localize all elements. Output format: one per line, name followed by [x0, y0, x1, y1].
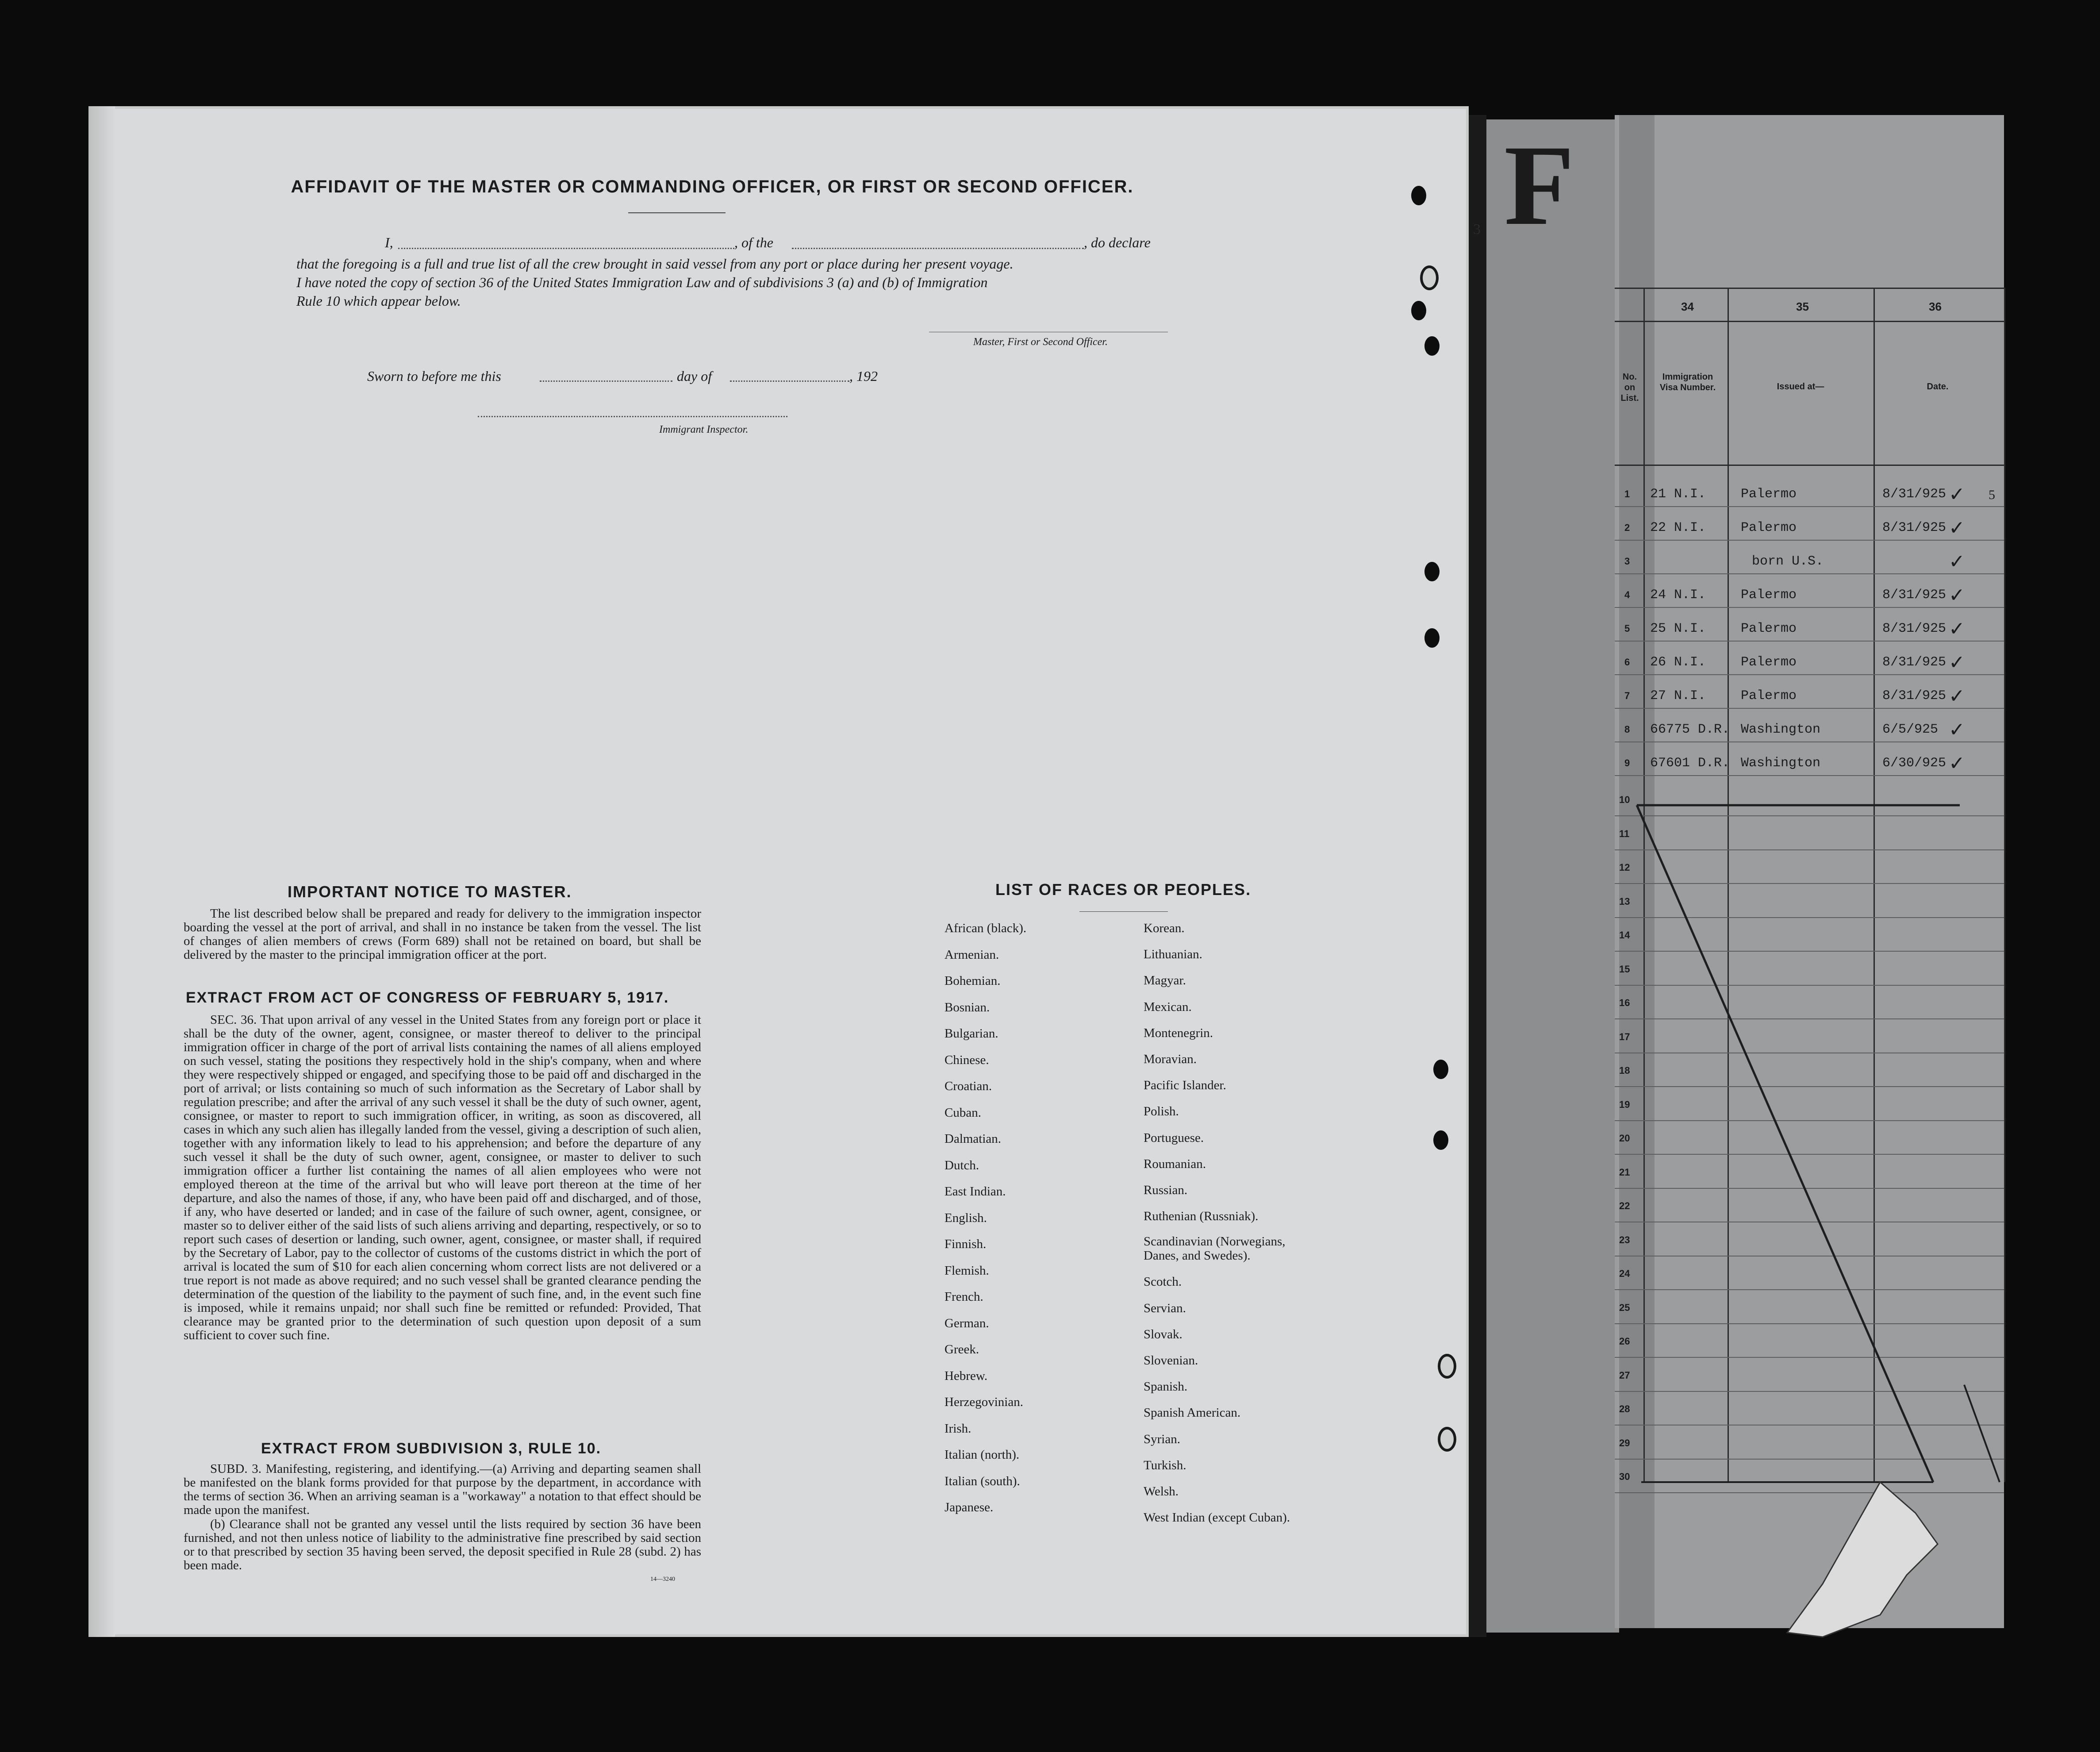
- row-number: 4: [1624, 589, 1630, 600]
- race-item: Greek.: [944, 1342, 979, 1356]
- race-item: Servian.: [1144, 1301, 1186, 1315]
- affidavit-line4: Rule 10 which appear below.: [296, 293, 461, 309]
- tab-letter: F: [1504, 122, 1574, 249]
- row-number: 22: [1619, 1200, 1630, 1211]
- form-number: 14—3240: [650, 1576, 675, 1583]
- sworn-text: Sworn to before me this: [367, 368, 501, 384]
- row-number: 10: [1619, 794, 1630, 805]
- row-number: 2: [1624, 522, 1630, 533]
- date-cell: 6/30/925: [1882, 756, 1946, 771]
- date-cell: 6/5/925: [1882, 722, 1939, 737]
- row-number: 13: [1619, 895, 1630, 907]
- race-item: Japanese.: [944, 1500, 994, 1514]
- date-cell: 8/31/925: [1882, 655, 1946, 670]
- row-number: 30: [1619, 1471, 1630, 1482]
- visa-number-cell: 25 N.I.: [1650, 621, 1706, 636]
- check-mark: ✓: [1949, 752, 1965, 775]
- row-number: 27: [1619, 1369, 1630, 1381]
- date-cell: 8/31/925: [1882, 487, 1946, 502]
- issued-at-cell: Palermo: [1741, 487, 1797, 502]
- row-number: 3: [1624, 556, 1630, 567]
- row-number: 11: [1619, 828, 1630, 839]
- affidavit-title: AFFIDAVIT OF THE MASTER OR COMMANDING OFFICER, OR FIRST OR SECOND OFFICER.: [291, 177, 1134, 196]
- notice-body: The list described below shall be prepared and ready for delivery to the immigration inspector boarding the vessel at the port of arrival, and shall in no instance be taken from the vessel. The list of changes of alien members of crews (Form 689) shall not be retained on board, but shall be delivered by the master to the principal immigration officer at the port.: [184, 907, 701, 962]
- race-item: Montenegrin.: [1144, 1026, 1213, 1040]
- year-text: , 192: [849, 368, 878, 384]
- row-number: 5: [1624, 623, 1630, 634]
- row-number: 16: [1619, 997, 1630, 1008]
- affidavit-declare: , do declare: [1084, 234, 1151, 250]
- row-number: 20: [1619, 1133, 1630, 1144]
- race-item: Danes, and Swedes).: [1144, 1249, 1251, 1263]
- race-item: Mexican.: [1144, 999, 1192, 1014]
- visa-number-cell: 66775 D.R.: [1650, 722, 1730, 737]
- race-item: West Indian (except Cuban).: [1144, 1510, 1290, 1525]
- visa-number-cell: 24 N.I.: [1650, 588, 1706, 603]
- race-item: Scotch.: [1144, 1275, 1182, 1289]
- issued-at-cell: Palermo: [1741, 688, 1797, 703]
- race-item: Slovak.: [1144, 1327, 1182, 1341]
- signature-caption: Master, First or Second Officer.: [973, 336, 1108, 348]
- issued-at-cell: Washington: [1741, 756, 1821, 771]
- inspector-caption: Immigrant Inspector.: [659, 424, 749, 435]
- race-item: Chinese.: [944, 1053, 989, 1067]
- race-item: Italian (south).: [944, 1474, 1020, 1488]
- race-item: Flemish.: [944, 1263, 989, 1278]
- issued-at-cell: Palermo: [1741, 588, 1797, 603]
- row-number: 17: [1619, 1031, 1630, 1042]
- row-number: 18: [1619, 1065, 1630, 1076]
- race-item: Cuban.: [944, 1105, 981, 1120]
- check-mark: ✓: [1949, 685, 1965, 707]
- check-mark: ✓: [1949, 517, 1965, 539]
- race-item: East Indian.: [944, 1184, 1006, 1199]
- race-item: Finnish.: [944, 1237, 987, 1251]
- void-side-line: [1964, 1385, 2000, 1482]
- race-item: Spanish American.: [1144, 1406, 1241, 1420]
- row-number: 1: [1624, 488, 1630, 499]
- issued-at-cell: Palermo: [1741, 621, 1797, 636]
- race-item: Herzegovinian.: [944, 1395, 1023, 1409]
- row-number: 14: [1619, 930, 1630, 941]
- check-mark: ✓: [1949, 550, 1965, 573]
- row1-side-digit: 5: [1989, 488, 1995, 502]
- row-number: 23: [1619, 1234, 1630, 1245]
- issued-at-cell: Palermo: [1741, 520, 1797, 535]
- race-item: Armenian.: [944, 947, 999, 962]
- col-number-35: 35: [1796, 300, 1809, 313]
- affidavit-line2: that the foregoing is a full and true list of all the crew brought in said vessel from any port or place during her present voyage.: [296, 256, 1014, 272]
- check-mark: ✓: [1949, 718, 1965, 741]
- check-mark: ✓: [1949, 651, 1965, 674]
- row-number: 9: [1624, 757, 1630, 768]
- race-item: French.: [944, 1290, 983, 1304]
- affidavit-i: I,: [385, 234, 393, 250]
- row-number: 7: [1624, 690, 1630, 701]
- race-item: Pacific Islander.: [1144, 1078, 1226, 1093]
- race-item: German.: [944, 1316, 989, 1330]
- row-number: 28: [1619, 1403, 1630, 1414]
- row-number: 21: [1619, 1166, 1630, 1178]
- race-item: Ruthenian (Russniak).: [1144, 1209, 1259, 1224]
- race-item: Moravian.: [1144, 1052, 1197, 1066]
- race-item: Slovenian.: [1144, 1353, 1198, 1368]
- race-item: Lithuanian.: [1144, 947, 1202, 962]
- race-item: Italian (north).: [944, 1448, 1020, 1462]
- race-item: Portuguese.: [1144, 1130, 1204, 1145]
- date-cell: 8/31/925: [1882, 588, 1946, 603]
- affidavit-line3: I have noted the copy of section 36 of the United States Immigration Law and of subdivisions 3 (a) and (b) of Immigration: [296, 274, 988, 290]
- visa-number-cell: 22 N.I.: [1650, 520, 1706, 535]
- visa-number-cell: 27 N.I.: [1650, 688, 1706, 703]
- check-mark: ✓: [1949, 618, 1965, 640]
- issued-at-cell: Palermo: [1741, 655, 1797, 670]
- check-mark: ✓: [1949, 584, 1965, 607]
- date-cell: 8/31/925: [1882, 621, 1946, 636]
- notice-title: IMPORTANT NOTICE TO MASTER.: [288, 883, 572, 901]
- extract2-title: EXTRACT FROM SUBDIVISION 3, RULE 10.: [261, 1440, 602, 1457]
- race-item: English.: [944, 1210, 987, 1225]
- row-number: 15: [1619, 963, 1630, 975]
- race-item: Hebrew.: [944, 1368, 988, 1383]
- issued-at-cell: born U.S.: [1752, 554, 1824, 569]
- day-of-text: day of: [677, 368, 712, 384]
- void-diagonal-line: [1637, 805, 1933, 1482]
- row-number: 12: [1619, 862, 1630, 873]
- race-item: Dalmatian.: [944, 1132, 1002, 1146]
- affidavit-of-the: , of the: [734, 234, 773, 250]
- race-item: Dutch.: [944, 1158, 979, 1172]
- col-number-36: 36: [1929, 300, 1942, 313]
- race-item: Bulgarian.: [944, 1026, 998, 1041]
- header-no-on-list: No. on List.: [1620, 372, 1639, 403]
- header-visa-number: Immigration Visa Number.: [1659, 372, 1716, 392]
- row-number: 29: [1619, 1437, 1630, 1448]
- row-number: 19: [1619, 1099, 1630, 1110]
- header-date: Date.: [1927, 382, 1949, 392]
- race-item: Bohemian.: [944, 974, 1001, 988]
- visa-number-cell: 67601 D.R.: [1650, 756, 1730, 771]
- races-title: LIST OF RACES OR PEOPLES.: [995, 880, 1252, 899]
- subdivision-3b: (b) Clearance shall not be granted any vessel until the lists required by section 36 have been furnished, and not then unless notice of liability to the administrative fine prescribed by said section or to that prescribed by section 35 having been served, the deposit specified in Rule 28 (subd. 2) has been made.: [184, 1517, 701, 1572]
- race-item: Turkish.: [1144, 1458, 1186, 1472]
- race-item: Roumanian.: [1144, 1156, 1206, 1171]
- row-number: 25: [1619, 1302, 1630, 1313]
- race-item: Scandinavian (Norwegians,: [1144, 1234, 1286, 1249]
- row-number: 24: [1619, 1268, 1630, 1279]
- subdivision-3a: SUBD. 3. Manifesting, registering, and identifying.—(a) Arriving and departing seamen shall be manifested on the blank forms provided for that purpose by the department, in accordance with the terms of section 36. When an arriving seaman is a "workaway" a notation to that effect should be made upon the manifest.: [184, 1462, 701, 1517]
- row-number: 8: [1624, 724, 1630, 735]
- race-item: Welsh.: [1144, 1484, 1179, 1498]
- section-36-text: SEC. 36. That upon arrival of any vessel in the United States from any foreign port or place it shall be the duty of the owner, agent, consignee, or master thereof to deliver to the principal immigration officer in charge of the port of arrival lists containing the names of all aliens employed on such vessel, stating the positions they respectively hold in the ship's company, when and where they were respectively shipped or engaged, and specifying those to be paid off and discharged in the port of arrival; or lists containing so much of such information as the Secretary of Labor shall by regulation prescribe; and after the arrival of any such vessel it shall be the duty of such owner, agent, consignee, or master to report to such immigration officer, in writing, as soon as discovered, all cases in which any such alien has illegally landed from the vessel, giving a description of such alien, together with any information likely to lead to his apprehension; and before the departure of any such vessel it shall be the duty of such owner, agent, consignee, or master to deliver to such immigration officer a further list containing the names of all alien employees who were not employed thereon at the time of the arrival but who will leave port thereon at the time of her departure, and also the names of those, if any, who have been paid off and discharged, and of those, if any, who have deserted or landed; and in case of the failure of such owner, agent, consignee, or master so to deliver either of the said lists of such aliens arriving and departing, respectively, or so to report such cases of desertion or landing, such owner, agent, consignee, or master shall, if required by the Secretary of Labor, pay to the collector of customs of the customs district in which the port of arrival is located the sum of $10 for each alien concerning whom correct lists are not delivered or a true report is not made as above required; and no such vessel shall be granted clearance pending the determination of the question of the liability to the payment of such fine, and, in the event such fine is imposed, while it remains unpaid; nor shall such fine be remitted or refunded: Provided, That clearance may be granted prior to the determination of such question upon deposit of a sum sufficient to cover such fine.: [184, 1013, 701, 1342]
- issued-at-cell: Washington: [1741, 722, 1821, 737]
- col-number-34: 34: [1681, 300, 1694, 313]
- row-number: 26: [1619, 1336, 1630, 1347]
- race-item: Irish.: [944, 1421, 971, 1436]
- extract1-title: EXTRACT FROM ACT OF CONGRESS OF FEBRUARY 5, 1917.: [186, 989, 669, 1006]
- torn-paper-shape: [1787, 1482, 1938, 1637]
- race-item: Polish.: [1144, 1104, 1179, 1119]
- race-item: Russian.: [1144, 1183, 1188, 1197]
- race-item: Croatian.: [944, 1079, 992, 1093]
- visa-number-cell: 21 N.I.: [1650, 487, 1706, 502]
- header-issued-at: Issued at—: [1777, 382, 1824, 392]
- race-item: African (black).: [944, 921, 1027, 935]
- date-cell: 8/31/925: [1882, 520, 1946, 535]
- race-item: Korean.: [1144, 921, 1185, 935]
- row-number: 6: [1624, 657, 1630, 668]
- race-item: Bosnian.: [944, 1000, 990, 1014]
- date-cell: 8/31/925: [1882, 688, 1946, 703]
- check-mark: ✓: [1949, 483, 1965, 506]
- visa-number-cell: 26 N.I.: [1650, 655, 1706, 670]
- margin-digit: 3: [1473, 221, 1481, 238]
- race-item: Spanish.: [1144, 1379, 1188, 1394]
- race-item: Magyar.: [1144, 973, 1186, 988]
- race-item: Syrian.: [1144, 1432, 1180, 1446]
